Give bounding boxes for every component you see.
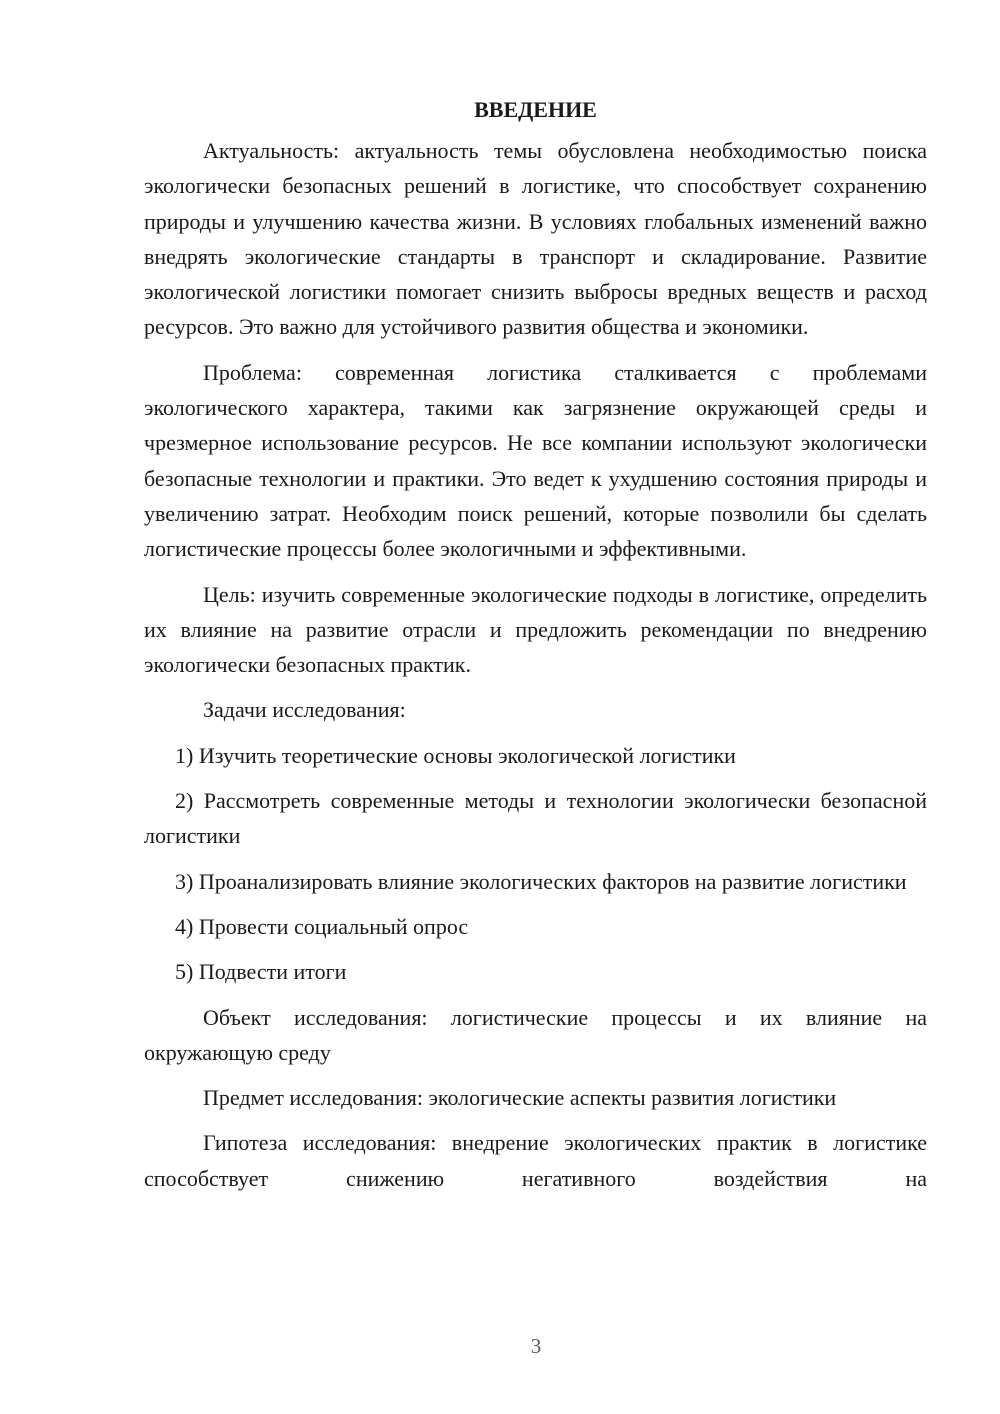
paragraph-problem: Проблема: современная логистика сталкивается с проблемами экологического характера, такими как загрязнение окружающей среды и чрезмерное использование ресурсов. Не все компании используют экологически безопасные технологии и практики. Это ведет к ухудшению состояния природы и увеличению затрат. Необходим поиск решений, которые позволили бы сделать логистические процессы более экологичными и эффективными. <box>144 359 927 562</box>
paragraph-tasks-heading: Задачи исследования: <box>203 697 406 723</box>
paragraph-goal: Цель: изучить современные экологические подходы в логистике, определить их влияние на развитие отрасли и предложить рекомендации по внедрению экологически безопасных практик. <box>144 581 927 678</box>
document-page <box>144 92 927 1196</box>
task-item: 3) Проанализировать влияние экологических факторов на развитие логистики <box>175 868 907 894</box>
task-item: 2) Рассмотреть современные методы и технологии экологически безопасной логистики <box>144 788 927 849</box>
task-item: 1) Изучить теоретические основы экологической логистики <box>175 742 736 768</box>
paragraph-subject: Предмет исследования: экологические аспекты развития логистики <box>203 1085 837 1111</box>
paragraph-object: Объект исследования: логистические процессы и их влияние на окружающую среду <box>144 1004 927 1065</box>
page-number: 3 <box>530 1334 542 1358</box>
paragraph-hypothesis: Гипотеза исследования: внедрение экологических практик в логистике способствует снижению негативного воздействия на <box>144 1130 927 1191</box>
section-title: ВВЕДЕНИЕ <box>474 97 597 122</box>
paragraph-relevance: Актуальность: актуальность темы обусловлена необходимостью поиска экологически безопасных решений в логистике, что способствует сохранению природы и улучшению качества жизни. В условиях глобальных изменений важно внедрять экологические стандарты в транспорт и складирование. Развитие экологической логистики помогает снизить выбросы вредных веществ и расход ресурсов. Это важно для устойчивого развития общества и экономики. <box>144 138 927 340</box>
task-item: 4) Провести социальный опрос <box>175 913 469 939</box>
task-item: 5) Подвести итоги <box>175 959 347 985</box>
